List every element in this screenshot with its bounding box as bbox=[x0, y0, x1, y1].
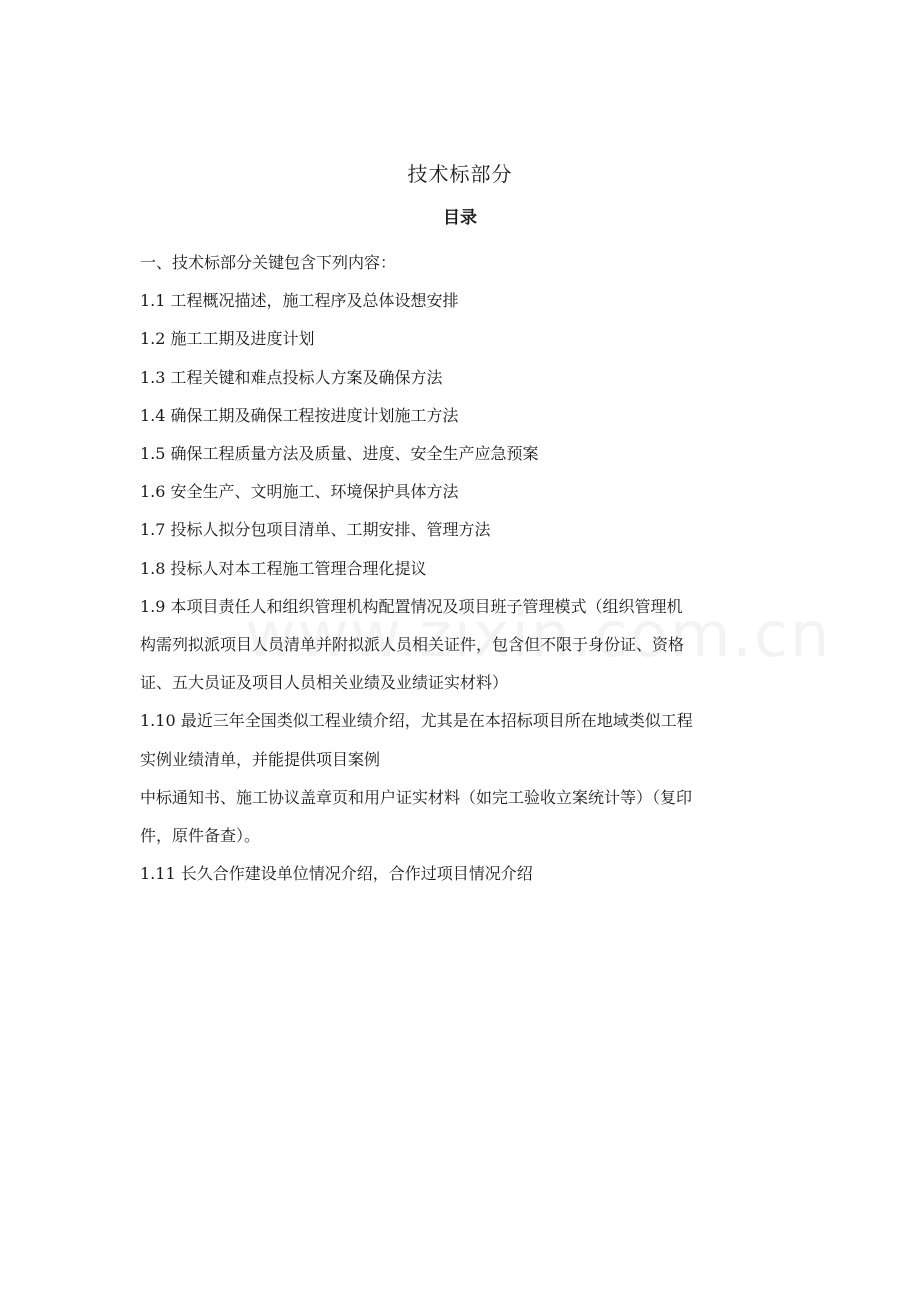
toc-line: 一、技术标部分关键包含下列内容： bbox=[140, 253, 397, 272]
toc-line: 构需列拟派项目人员清单并附拟派人员相关证件，包含但不限于身份证、资格 bbox=[140, 635, 685, 655]
toc-line: 证、五大员证及项目人员相关业绩及业绩证实材料） bbox=[140, 673, 509, 693]
document-title: 技术标部分 bbox=[407, 162, 513, 186]
toc-line: 1.1 工程概况描述，施工程序及总体设想安排 bbox=[140, 291, 459, 311]
toc-line: 1.6 安全生产、文明施工、环境保护具体方法 bbox=[140, 482, 459, 502]
toc-line: 件，原件备查）。 bbox=[140, 826, 261, 846]
toc-heading: 目录 bbox=[443, 208, 477, 228]
toc-line: 1.4 确保工期及确保工程按进度计划施工方法 bbox=[140, 405, 459, 425]
toc-line: 实例业绩清单，并能提供项目案例 bbox=[140, 749, 381, 769]
toc-line: 1.7 投标人拟分包项目清单、工期安排、管理方法 bbox=[140, 520, 491, 540]
toc-line: 1.5 确保工程质量方法及质量、进度、安全生产应急预案 bbox=[140, 444, 539, 464]
toc-content bbox=[140, 244, 792, 893]
toc-line: 中标通知书、施工协议盖章页和用户证实材料（如完工验收立案统计等）（复印 bbox=[140, 787, 693, 807]
toc-line: 1.10 最近三年全国类似工程业绩介绍，尤其是在本招标项目所在地域类似工程 bbox=[140, 711, 693, 731]
toc-line: 1.9 本项目责任人和组织管理机构配置情况及项目班子管理模式（组织管理机 bbox=[140, 596, 683, 616]
toc-line: 1.2 施工工期及进度计划 bbox=[140, 329, 315, 349]
toc-line: 1.11 长久合作建设单位情况介绍，合作过项目情况介绍 bbox=[140, 864, 533, 884]
toc-line: 1.3 工程关键和难点投标人方案及确保方法 bbox=[140, 367, 443, 387]
toc-line: 1.8 投标人对本工程施工管理合理化提议 bbox=[140, 558, 427, 578]
